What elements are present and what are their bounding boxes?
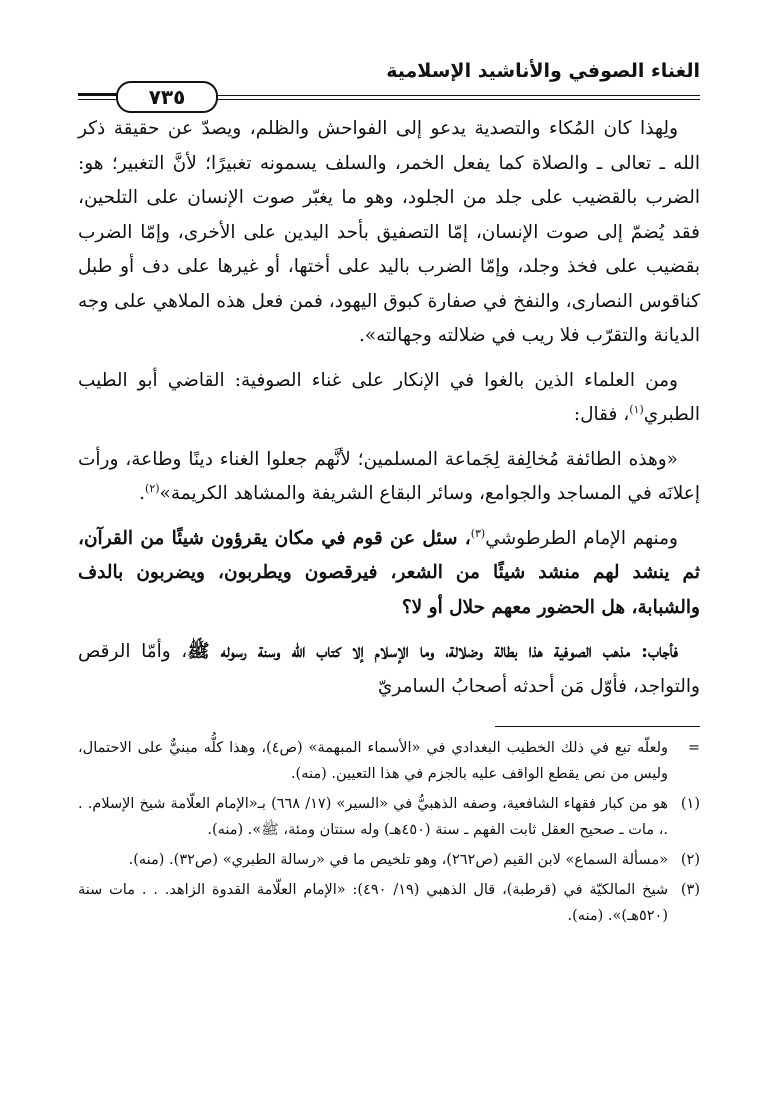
footnote-text: شيخ المالكيّة في (قرطبة)، قال الذهبي (١٩/ ٤٩٠): «الإمام العلّامة القدوة الزاهد. . . مات سنة (٥٢٠هـ)». (منه). — [78, 882, 668, 924]
paragraph-4-question: ، سئل عن قوم في مكان يقرؤون شيئًا من القرآن، ثم ينشد لهم منشد شيئًا من الشعر، فيرقصون ويطربون، ويضربون بالدف والشبابة، هل الحضور معهم حلال أو لا؟ — [78, 527, 700, 618]
footnote-mark: = — [687, 740, 700, 756]
footnote-mark: (٣) — [680, 882, 700, 898]
footnote-ref-3: (٣) — [470, 526, 486, 540]
paragraph-4-text: ومنهم الإمام الطرطوشي — [485, 527, 678, 549]
footnote-separator — [495, 726, 700, 727]
paragraph-2 — [78, 364, 700, 433]
paragraph-3-quote — [78, 443, 700, 512]
footnote-mark: (٢) — [680, 852, 700, 868]
footnote-ref-2: (٢) — [145, 481, 160, 495]
footnote-text: ولعلّه تبع في ذلك الخطيب البغدادي في «الأسماء المبهمة» (ص٤)، وهذا كلُّه مبنيٌّ على الاحتمال، وليس من نص يقطع الواقف عليه بالجزم في هذا التعيين. (منه). — [78, 740, 668, 782]
footnote-text: «مسألة السماع» لابن القيم (ص٢٦٢)، وهو تلخيص ما في «رسالة الطبري» (ص٣٢). (منه). — [128, 852, 668, 868]
page-header — [78, 56, 700, 109]
paragraph-5 — [78, 635, 700, 704]
paragraph-5-text: ، وأمّا الرقص والتواجد، فأوّل مَن أحدثه أصحابُ السامريّ — [78, 641, 700, 697]
paragraph-5-answer: فأجاب: مذهب الصوفية هذا بطالة وضلالة، وما الإسلام إلا كتاب الله وسنة رسوله ﷺ — [187, 641, 678, 662]
footnote-continuation — [78, 735, 700, 787]
page-number: ٧٣٥ — [116, 81, 218, 113]
footnotes — [78, 735, 700, 929]
running-title: الغناء الصوفي والأناشيد الإسلامية — [386, 60, 700, 82]
footnote-mark: (١) — [680, 796, 700, 812]
page-number-tail — [78, 93, 118, 95]
paragraph-3-end: . — [139, 483, 146, 504]
page-number-tail-thin — [78, 99, 118, 100]
paragraph-4 — [78, 522, 700, 626]
paragraph-2-text: ومن العلماء الذين بالغوا في الإنكار على غناء الصوفية: القاضي أبو الطيب الطبري — [78, 369, 700, 425]
footnote-text: هو من كبار فقهاء الشافعية، وصفه الذهبيُّ في «السير» (١٧/ ٦٦٨) بـ«الإمام العلّامة شيخ الإسلام. . .، مات ـ صحيح العقل ثابت الفهم ـ سنة (٤٥٠هـ) وله سنتان ومئة، ﷺ». (منه). — [78, 796, 668, 838]
footnote-ref-1: (١) — [629, 402, 644, 416]
footnote-3 — [78, 877, 700, 929]
paragraph-3-text: «وهذه الطائفة مُخالِفة لِجَماعة المسلمين؛ لأنَّهم جعلوا الغناء دينًا وطاعة، ورأت إعلانَه في المساجد والجوامع، وسائر البقاع الشريفة والمشاهد الكريمة» — [78, 448, 700, 504]
paragraph-2-end: ، فقال: — [573, 404, 630, 425]
book-page — [78, 56, 700, 933]
footnote-1 — [78, 791, 700, 843]
paragraph-1: ولِهذا كان المُكاء والتصدية يدعو إلى الفواحش والظلم، ويصدّ عن حقيقة ذكر الله ـ تعالى ـ والصلاة كما يفعل الخمر، والسلف يسمونه تغبيرًا؛ لأنَّ التغبير؛ هو: الضرب بالقضيب على جلد من الجلود، وهو ما يغبّر صوت الإنسان على التلحين، فقد يُضمّ إلى صوت الإنسان، إمّا التصفيق بأحد اليدين على الأخرى، وإمّا الضرب بقضيب على فخذ وجلد، وإمّا الضرب باليد على أختها، أو غيرها على دف أو طبل كناقوس النصارى، والنفخ في صفارة كبوق اليهود، فمن فعل هذه الملاهي على وجه الديانة والتقرّب فلا ريب في ضلالته وجهالته». — [78, 118, 700, 346]
main-text — [78, 112, 700, 704]
footnote-2 — [78, 847, 700, 873]
